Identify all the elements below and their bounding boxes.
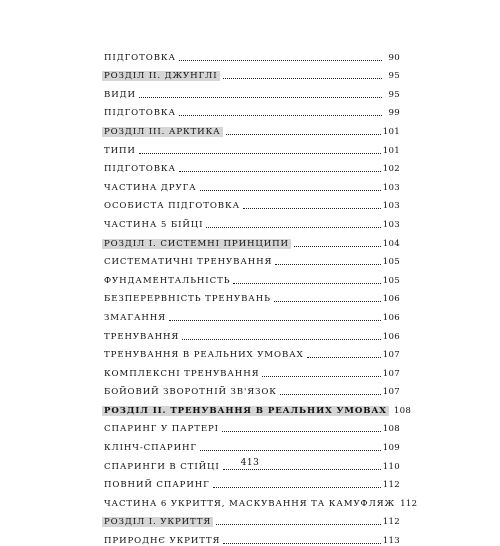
toc-page-number: 109 [382,443,400,454]
toc-page-number: 104 [382,238,400,249]
toc-entry-title: ПІДГОТОВКА [104,164,176,175]
toc-entry [104,211,400,230]
page-number: 413 [240,458,260,468]
toc-page-number: 108 [393,405,412,416]
toc-entry [104,397,412,416]
toc-page-number: 105 [382,257,400,268]
toc-entry [104,527,400,546]
toc-entry-title: СПАРИНГИ В СТІЙЦІ [104,461,220,472]
toc-page-number: 112 [400,498,418,509]
toc-entry-title: СИСТЕМАТИЧНІ ТРЕНУВАННЯ [104,257,273,268]
toc-entry [104,323,400,342]
toc-page-number: 106 [382,312,400,323]
toc-page-number: 112 [382,517,400,528]
dot-leader [262,375,380,377]
dot-leader [223,77,382,79]
toc-section-title: РОЗДІЛ ІІІ. АРКТИКА [104,126,221,137]
dot-leader [179,170,381,172]
dot-leader [226,133,381,135]
toc-entry-title: ОСОБИСТА ПІДГОТОВКА [104,201,240,212]
toc-page-number: 108 [382,424,400,435]
toc-page-number: 105 [382,275,400,286]
toc-page-number: 107 [382,368,400,379]
dot-leader [274,300,381,302]
dot-leader [280,393,381,395]
toc-page-number: 107 [382,350,400,361]
toc-entry-title: ПІДГОТОВКА [104,52,176,63]
toc-entry-title: ВИДИ [104,89,136,100]
dot-leader [139,96,382,98]
dot-leader [243,207,381,209]
toc-page-number: 103 [382,201,400,212]
toc-entry-title: БЕЗПЕРЕРВНІСТЬ ТРЕНУВАНЬ [104,294,271,305]
toc-page-number: 101 [382,145,400,156]
toc-entry [104,118,400,137]
toc-section-title: РОЗДІЛ ІІ. ТРЕНУВАННЯ В РЕАЛЬНИХ УМОВАХ [104,405,387,416]
toc-entry [104,230,400,249]
toc-entry-title: КОМПЛЕКСНІ ТРЕНУВАННЯ [104,368,260,379]
dot-leader [200,189,381,191]
dot-leader [206,226,380,228]
toc-section-title: РОЗДІЛ ІІ. ДЖУНГЛІ [104,71,218,82]
toc-entry [104,156,400,175]
dot-leader [233,282,380,284]
toc-page-number: 113 [382,536,400,546]
toc-entry-title: СПАРИНГ У ПАРТЕРІ [104,424,219,435]
toc-entry-title: ТРЕНУВАННЯ В РЕАЛЬНИХ УМОВАХ [104,350,304,361]
dot-leader [139,152,381,154]
toc-entry [104,379,400,398]
toc-entry-title: ЧАСТИНА 5 БІЙЦІ [104,219,204,230]
dot-leader [213,486,381,488]
toc-page-number: 103 [382,182,400,193]
toc-page-number: 103 [382,219,400,230]
toc-entry-title: ФУНДАМЕНТАЛЬНІСТЬ [104,275,231,286]
toc-entry [104,434,400,453]
toc-entry [104,137,400,156]
dot-leader [275,263,380,265]
dot-leader [216,523,381,525]
toc-page-number: 90 [388,52,400,63]
toc-entry [104,304,400,323]
toc-page-number: 106 [382,294,400,305]
toc-section-title: РОЗДІЛ І. СИСТЕМНІ ПРИНЦИПИ [104,238,289,249]
toc-entry [104,509,400,528]
toc-page-number: 106 [382,331,400,342]
dot-leader [223,542,380,544]
toc-section-title: РОЗДІЛ І. УКРИТТЯ [104,517,212,528]
toc-entry [104,63,400,82]
toc-page-number: 110 [382,461,400,472]
toc-entry [104,174,400,193]
toc-entry-title: ПРИРОДНЄ УКРИТТЯ [104,536,221,546]
dot-leader [179,114,382,116]
toc-entry-title: ЗМАГАННЯ [104,312,166,323]
toc-page-number: 101 [382,126,400,137]
toc-page-number: 102 [382,164,400,175]
toc-entry-title: ЧАСТИНА ДРУГА [104,182,197,193]
toc-entry [104,286,400,305]
toc-entry [104,342,400,361]
toc-entry [104,81,400,100]
dot-leader [179,59,382,61]
toc-page-number: 95 [388,89,400,100]
dot-leader [307,356,381,358]
toc-entry [104,416,400,435]
toc-entry [104,249,400,268]
toc-entry-title: КЛІНЧ-СПАРИНГ [104,443,197,454]
dot-leader [169,319,381,321]
dot-leader [222,430,381,432]
toc-entry-title: ПІДГОТОВКА [104,108,176,119]
toc-entry [104,44,400,63]
toc-entry-title: ЧАСТИНА 6 УКРИТТЯ, МАСКУВАННЯ ТА КАМУФЛЯЖ [104,498,396,509]
dot-leader [294,245,381,247]
toc-entry-title: БОЙОВИЙ ЗВОРОТНІЙ ЗВ'ЯЗОК [104,387,277,398]
table-of-contents [104,44,418,546]
toc-page-number: 107 [382,387,400,398]
toc-entry [104,193,400,212]
toc-entry-title: ПОВНИЙ СПАРИНГ [104,480,210,491]
toc-entry [104,472,400,491]
toc-entry-title: ТИПИ [104,145,136,156]
toc-entry [104,267,400,286]
toc-entry [104,360,400,379]
dot-leader [200,449,381,451]
toc-page-number: 95 [388,71,400,82]
toc-page-number: 99 [388,108,400,119]
toc-entry [104,100,400,119]
toc-page-number: 112 [382,480,400,491]
dot-leader [182,338,380,340]
toc-entry-title: ТРЕНУВАННЯ [104,331,180,342]
